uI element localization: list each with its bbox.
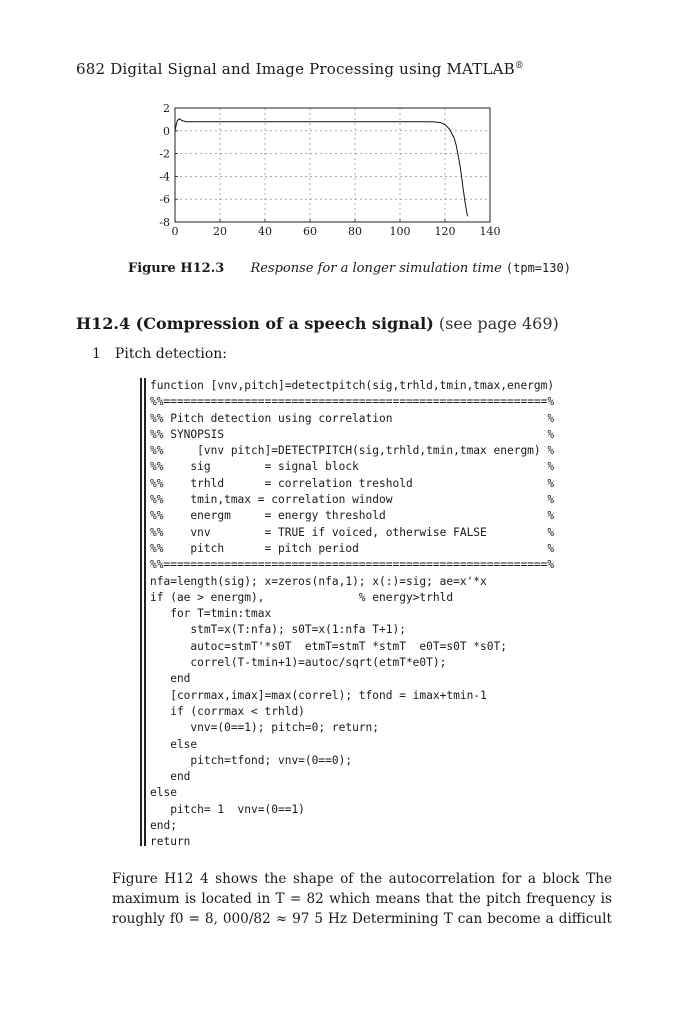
y-tick-label: -8	[159, 216, 170, 229]
code-listing	[140, 378, 598, 849]
page-number: 682	[76, 60, 106, 78]
code-line: %% pitch = pitch period %	[150, 541, 555, 555]
body-paragraph	[112, 869, 612, 929]
code-line: end;	[150, 819, 177, 833]
code-line: %% [vnv pitch]=DETECTPITCH(sig,trhld,tmin,tmax energm) %	[150, 444, 555, 458]
code-line: if (corrmax < trhld)	[150, 704, 305, 718]
code-line: %% trhld = correlation treshold %	[150, 476, 555, 490]
code-line: [corrmax,imax]=max(correl); tfond = imax+tmin-1	[150, 688, 487, 702]
body-line: Figure H12 4 shows the shape of the autocorrelation for a block The	[112, 871, 612, 887]
book-title: Digital Signal and Image Processing using MATLAB	[110, 60, 515, 78]
code-line: if (ae > energm), % energy>trhld	[150, 590, 454, 604]
body-line: maximum is located in T = 82 which means that the pitch frequency is	[112, 891, 612, 907]
x-tick-label: 140	[479, 225, 501, 238]
code-lines	[150, 378, 554, 851]
x-tick-label: 80	[348, 225, 362, 238]
caption-param: (tpm=130)	[505, 261, 571, 275]
y-tick-label: -4	[159, 170, 170, 184]
y-tick-label: 0	[163, 124, 170, 138]
code-line: %% energm = energy threshold %	[150, 509, 555, 523]
code-line: vnv=(0==1); pitch=0; return;	[150, 721, 380, 735]
caption-text: Response for a longer simulation time	[250, 261, 502, 276]
x-tick-label: 120	[434, 225, 456, 238]
section-heading	[76, 314, 559, 333]
series-line	[175, 119, 468, 217]
section-see-page: (see page 469)	[438, 314, 559, 333]
code-line: else	[150, 786, 177, 800]
y-tick-label: -6	[159, 193, 170, 207]
code-line: for T=tmin:tmax	[150, 607, 272, 621]
y-tick-label: 2	[163, 102, 170, 115]
code-line: nfa=length(sig); x=zeros(nfa,1); x(:)=sig; ae=x'*x	[150, 574, 487, 588]
code-line: pitch=tfond; vnv=(0==0);	[150, 753, 353, 767]
section-title: H12.4 (Compression of a speech signal)	[76, 314, 434, 333]
code-line: %% SYNOPSIS %	[150, 427, 555, 441]
registered-mark: ®	[514, 61, 525, 71]
code-line: else	[150, 737, 198, 751]
code-line: function [vnv,pitch]=detectpitch(sig,trhld,tmin,tmax,energm)	[150, 379, 555, 392]
code-line: %% Pitch detection using correlation %	[150, 411, 555, 425]
body-line: roughly f0 = 8, 000/82 ≈ 97 5 Hz Determining T can become a difficult	[112, 911, 612, 927]
code-line: %% tmin,tmax = correlation window %	[150, 493, 555, 507]
x-tick-label: 20	[213, 225, 227, 238]
chart-svg	[150, 100, 510, 250]
code-line: %% sig = signal block %	[150, 460, 555, 474]
list-label: Pitch detection:	[114, 346, 228, 362]
x-tick-label: 40	[258, 225, 272, 238]
code-line: stmT=x(T:nfa); s0T=x(1:nfa T+1);	[150, 623, 406, 637]
figure-h12-3-chart	[150, 100, 510, 250]
code-line: return	[150, 835, 191, 849]
running-head	[76, 60, 524, 78]
code-line: autoc=stmT'*s0T etmT=stmT *stmT e0T=s0T *s0T;	[150, 639, 507, 653]
figure-caption	[128, 261, 571, 276]
plot-frame	[175, 108, 490, 222]
code-line: correl(T-tmin+1)=autoc/sqrt(etmT*e0T);	[150, 656, 447, 670]
code-line: %%=========================================================%	[150, 558, 555, 572]
x-tick-label: 60	[303, 225, 317, 238]
list-item	[92, 346, 227, 362]
code-line: end	[150, 770, 191, 784]
code-line: %%=========================================================%	[150, 395, 555, 409]
caption-label: Figure H12.3	[128, 261, 225, 276]
code-bar-left	[140, 378, 142, 846]
code-line: end	[150, 672, 191, 686]
y-tick-label: -2	[159, 147, 170, 161]
code-line: pitch= 1 vnv=(0==1)	[150, 802, 305, 816]
x-tick-label: 100	[389, 225, 411, 238]
code-bar-right	[144, 378, 146, 846]
list-number: 1	[92, 346, 101, 362]
code-line: %% vnv = TRUE if voiced, otherwise FALSE %	[150, 525, 555, 539]
x-tick-label: 0	[171, 225, 179, 238]
